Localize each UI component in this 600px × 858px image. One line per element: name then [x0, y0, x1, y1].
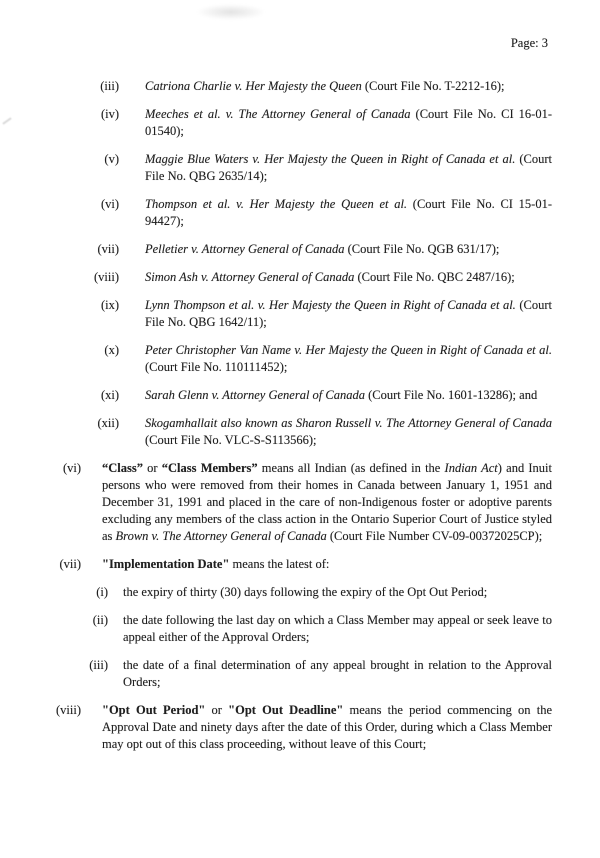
item-number: (ii) [92, 613, 108, 627]
item-text: Simon Ash v. Attorney General of Canada (Court File No. QBC 2487/16); [145, 270, 515, 284]
definition-class [0, 460, 552, 545]
implementation-date-sublist [0, 584, 552, 691]
list-item [0, 151, 552, 185]
item-text: “Class” or “Class Members” means all Indian (as defined in the Indian Act) and Inuit persons who were removed from their homes in Canada between January 1, 1951 and December 31, 1991 and placed in the care of non-Indigenous foster or adoptive parents excluding any members of the class action in the Ontario Superior Court of Justice styled as Brown v. The Attorney General of Canada (Court File Number CV-09-00372025CP); [102, 461, 552, 543]
item-text: the date of a final determination of any appeal brought in relation to the Approval Orders; [123, 658, 552, 689]
item-text: Lynn Thompson et al. v. Her Majesty the Queen in Right of Canada et al. (Court File No. QBG 1642/11); [145, 298, 552, 329]
item-number: (iii) [89, 658, 108, 672]
page-number: Page: 3 [510, 36, 548, 50]
item-number: (i) [96, 585, 108, 599]
scan-smudge-artifact [196, 4, 266, 20]
item-text: Pelletier v. Attorney General of Canada (Court File No. QGB 631/17); [145, 242, 500, 256]
item-number: (xii) [97, 416, 119, 430]
item-number: (vi) [62, 461, 81, 475]
item-number: (iv) [100, 107, 119, 121]
item-text: the date following the last day on which a Class Member may appeal or seek leave to appeal either of the Approval Orders; [123, 613, 552, 644]
list-item [0, 269, 552, 286]
case-citation-list [0, 78, 552, 449]
item-number: (xi) [100, 388, 119, 402]
list-item [0, 415, 552, 449]
list-item [0, 387, 552, 404]
list-item [0, 78, 552, 95]
item-text: Catriona Charlie v. Her Majesty the Queen (Court File No. T-2212-16); [145, 79, 505, 93]
item-number: (v) [104, 152, 119, 166]
item-text: Sarah Glenn v. Attorney General of Canada (Court File No. 1601-13286); and [145, 388, 538, 402]
item-number: (vi) [100, 197, 119, 211]
item-text: "Opt Out Period" or "Opt Out Deadline" means the period commencing on the Approval Date and ninety days after the date of this Order, during which a Class Member may opt out of this class proceeding, without leave of this Court; [102, 703, 552, 751]
definitions-list [0, 460, 552, 753]
item-number: (vii) [59, 557, 81, 571]
item-number: (viii) [94, 270, 119, 284]
list-item [0, 196, 552, 230]
item-number: (viii) [56, 703, 81, 717]
list-item [0, 612, 552, 646]
item-number: (iii) [100, 79, 119, 93]
item-text: Skogamhallait also known as Sharon Russell v. The Attorney General of Canada (Court File No. VLC-S-S113566); [145, 416, 552, 447]
item-text: the expiry of thirty (30) days following the expiry of the Opt Out Period; [123, 585, 488, 599]
item-text: "Implementation Date" means the latest of: [102, 557, 330, 571]
item-text: Peter Christopher Van Name v. Her Majesty the Queen in Right of Canada et al. (Court File No. 110111452); [145, 343, 552, 374]
list-item [0, 106, 552, 140]
document-body [0, 78, 552, 764]
item-text: Maggie Blue Waters v. Her Majesty the Queen in Right of Canada et al. (Court File No. QBG 2635/14); [145, 152, 552, 183]
definition-implementation-date [0, 556, 552, 573]
list-item [0, 297, 552, 331]
list-item [0, 657, 552, 691]
item-number: (ix) [100, 298, 119, 312]
list-item [0, 584, 552, 601]
list-item [0, 342, 552, 376]
item-text: Meeches et al. v. The Attorney General of Canada (Court File No. CI 16-01-01540); [145, 107, 553, 138]
item-text: Thompson et al. v. Her Majesty the Queen et al. (Court File No. CI 15-01-94427); [145, 197, 552, 228]
list-item [0, 241, 552, 258]
definition-opt-out-period [0, 702, 552, 753]
item-number: (x) [104, 343, 119, 357]
item-number: (vii) [97, 242, 119, 256]
